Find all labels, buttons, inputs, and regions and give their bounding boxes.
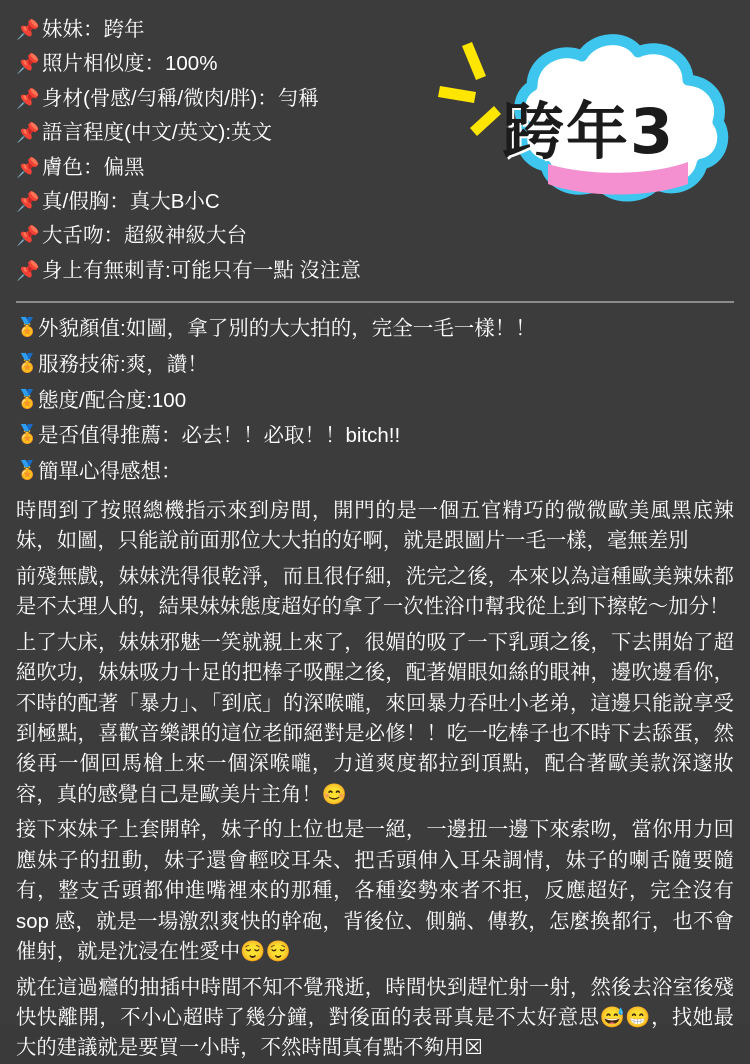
attribute-text: 身材(骨感/勻稱/微肉/胖)：勻稱 <box>42 86 319 110</box>
rating-list <box>16 313 734 489</box>
medal-icon: 🏅 <box>16 317 39 338</box>
medal-icon: 🏅 <box>16 388 39 410</box>
review-paragraph: 時間到了按照總機指示來到房間，開門的是一個五官精巧的微微歐美風黑底辣妹，如圖，只能說前面那位大大拍的好啊，就是跟圖片一毛一樣，毫無差別 <box>16 499 734 553</box>
attribute-text: 大舌吻：超級神級大台 <box>42 224 247 248</box>
attribute-text: 身上有無刺青:可能只有一點 沒注意 <box>42 258 361 282</box>
attribute-row <box>16 255 734 287</box>
rating-row <box>16 385 734 418</box>
review-paragraph: 接下來妹子上套開幹，妹子的上位也是一絕，一邊扭一邊下來索吻，當你用力回應妹子的扭動，妹子還會輕咬耳朵、把舌頭伸入耳朵調情，妹子的喇舌隨要隨有，整支舌頭都伸進嘴裡來的那種，各種姿勢來者不拒，反應超好，完全沒有sop 感，就是一場激烈爽快的幹砲，背後位、側躺、傳教，怎麼換都行，也不會催射，就是沈浸在性愛中😌😌 <box>16 819 734 964</box>
pushpin-icon: 📌 <box>16 87 40 110</box>
rating-row <box>16 456 734 489</box>
pushpin-icon: 📌 <box>16 53 40 76</box>
medal-icon: 🏅 <box>16 460 39 482</box>
pushpin-icon: 📌 <box>16 259 40 282</box>
section-divider <box>16 301 734 303</box>
rating-row <box>16 349 734 382</box>
medal-icon: 🏅 <box>16 424 39 446</box>
attribute-row <box>16 220 734 252</box>
attribute-text: 語言程度(中文/英文):英文 <box>42 121 273 145</box>
spark-icon <box>438 42 501 136</box>
review-paragraph: 前殘無戲，妹妹洗得很乾淨，而且很仔細，洗完之後，本來以為這種歐美辣妹都是不太理人的，結果妹妹態度超好的拿了一次性浴巾幫我從上到下擦乾〜加分！ <box>16 565 734 619</box>
sticker-label: 跨年3 <box>502 95 676 168</box>
review-paragraph: 就在這過癮的抽插中時間不知不覺飛逝，時間快到趕忙射一射，然後去浴室後殘快快離開，不小心超時了幾分鐘，對後面的表哥真是不太好意思😅😁，找她最大的建議就是要買一小時，不然時間真有點不夠用☒ <box>16 976 734 1060</box>
rating-text: 外貌顏值:如圖，拿了別的大大拍的，完全一毛一樣！！ <box>38 317 536 340</box>
rating-text: 服務技術:爽，讚！ <box>38 352 208 376</box>
pushpin-icon: 📌 <box>16 156 40 179</box>
review-paragraph: 上了大床，妹妹邪魅一笑就親上來了，很媚的吸了一下乳頭之後，下去開始了超絕吹功，妹妹吸力十足的把棒子吸醒之後，配著媚眼如絲的眼神，邊吹邊看你，不時的配著「暴力」、「到底」的深喉嚨，來回暴力吞吐小老弟，這邊只能說享受到極點，喜歡音樂課的這位老師絕對是必修！！吃一吃棒子也不時下去舔蛋，然後再一個回馬槍上來一個深喉嚨，力道爽度都拉到頂點，配合著歐美款深邃妝容，真的感覺自己是歐美片主角！😊 <box>16 631 734 806</box>
rating-text: 簡單心得感想： <box>38 460 182 484</box>
new-year-sticker <box>436 24 736 214</box>
rating-row <box>16 313 734 346</box>
attribute-text: 妹妹：跨年 <box>42 18 145 41</box>
attribute-text: 真/假胸：真大B小C <box>42 189 220 213</box>
pushpin-icon: 📌 <box>16 19 40 41</box>
medal-icon: 🏅 <box>16 352 39 374</box>
pushpin-icon: 📌 <box>16 122 40 145</box>
rating-row <box>16 420 734 453</box>
attribute-text: 照片相似度：100% <box>42 52 218 76</box>
pushpin-icon: 📌 <box>16 225 40 248</box>
rating-text: 態度/配合度:100 <box>38 388 187 412</box>
rating-text: 是否值得推薦：必去！！必取！！bitch!! <box>38 424 401 448</box>
attribute-text: 膚色：偏黑 <box>42 155 145 179</box>
pushpin-icon: 📌 <box>16 190 40 213</box>
